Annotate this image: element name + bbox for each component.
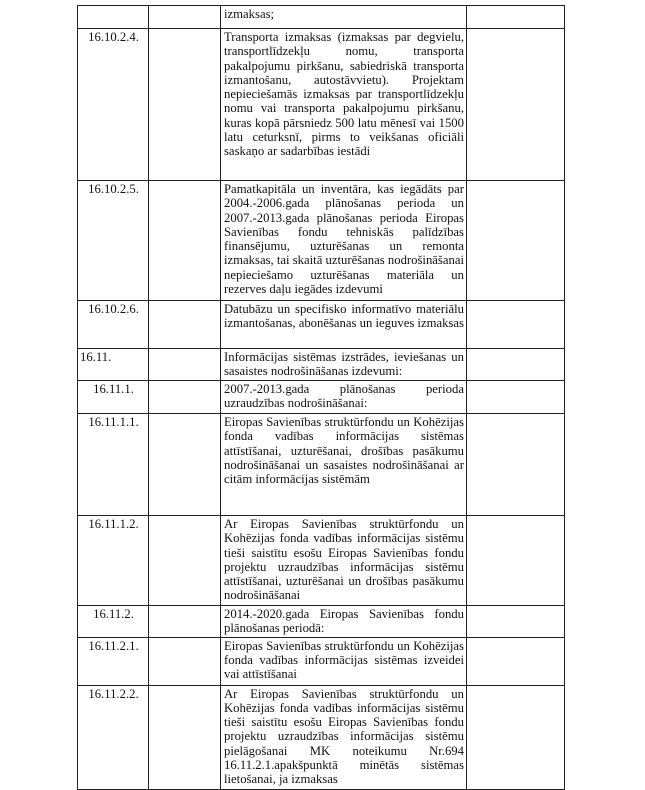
empty-cell bbox=[149, 381, 221, 414]
row-text: Informācijas sistēmas izstrādes, ieviešanas un sasaistes nodrošināšanas izdevumi: bbox=[221, 349, 467, 381]
table-row bbox=[78, 606, 565, 638]
empty-cell bbox=[467, 685, 565, 789]
row-number: 16.10.2.6. bbox=[78, 301, 149, 349]
empty-cell bbox=[467, 301, 565, 349]
row-number: 16.11.2. bbox=[78, 606, 149, 638]
empty-cell bbox=[149, 181, 221, 301]
row-text: Ar Eiropas Savienības struktūrfondu un Kohēzijas fonda vadības informācijas sistēmu tieši saistītu esošu Eiropas Savienības fondu projektu uzraudzības informācijas sistēmu pielāgošanai MK noteikumu Nr.694 16.11.2.1.apakšpunktā minētās sistēmas lietošanai, ja izmaksas bbox=[221, 685, 467, 789]
row-number: 16.11.2.1. bbox=[78, 637, 149, 685]
expenditure-table bbox=[77, 5, 565, 790]
table-row bbox=[78, 381, 565, 414]
empty-cell bbox=[467, 349, 565, 381]
empty-cell bbox=[149, 516, 221, 606]
row-text: Datubāzu un specifisko informatīvo materiālu izmantošanas, abonēšanas un ieguves izmaksas bbox=[221, 301, 467, 349]
table-row bbox=[78, 414, 565, 516]
table-row bbox=[78, 637, 565, 685]
row-text: Pamatkapitāla un inventāra, kas iegādāts par 2004.-2006.gada plānošanas perioda un 2007.-2013.gada plānošanas perioda Eiropas Savienības fondu tehniskās palīdzības finansējumu, uzturēšanas un remonta izmaksas, tai skaitā uzturēšanas nodrošināšanai nepieciešamo uzturēšanas materiāla un rezerves daļu iegādes izdevumi bbox=[221, 181, 467, 301]
row-number: 16.11. bbox=[78, 349, 149, 381]
table-row bbox=[78, 685, 565, 789]
empty-cell bbox=[467, 606, 565, 638]
empty-cell bbox=[149, 606, 221, 638]
row-number: 16.10.2.4. bbox=[78, 29, 149, 181]
empty-cell bbox=[149, 685, 221, 789]
table-row bbox=[78, 349, 565, 381]
row-number: 16.11.1.1. bbox=[78, 414, 149, 516]
row-number: 16.11.1.2. bbox=[78, 516, 149, 606]
empty-cell bbox=[467, 637, 565, 685]
empty-cell bbox=[467, 414, 565, 516]
row-number bbox=[78, 6, 149, 29]
table-row bbox=[78, 29, 565, 181]
empty-cell bbox=[467, 6, 565, 29]
table-row bbox=[78, 6, 565, 29]
empty-cell bbox=[467, 181, 565, 301]
row-text: Eiropas Savienības struktūrfondu un Kohēzijas fonda vadības informācijas sistēmas attīstīšanai, uzturēšanai, drošības pasākumu nodrošināšanai un sasaistes nodrošināšanai ar citām informācijas sistēmām bbox=[221, 414, 467, 516]
empty-cell bbox=[149, 349, 221, 381]
empty-cell bbox=[149, 6, 221, 29]
row-text: 2014.-2020.gada Eiropas Savienības fondu plānošanas periodā: bbox=[221, 606, 467, 638]
empty-cell bbox=[149, 414, 221, 516]
empty-cell bbox=[149, 29, 221, 181]
row-text: izmaksas; bbox=[221, 6, 467, 29]
empty-cell bbox=[467, 381, 565, 414]
document-page bbox=[77, 5, 564, 790]
table-row bbox=[78, 181, 565, 301]
row-number: 16.11.1. bbox=[78, 381, 149, 414]
empty-cell bbox=[149, 637, 221, 685]
empty-cell bbox=[467, 516, 565, 606]
row-number: 16.10.2.5. bbox=[78, 181, 149, 301]
row-text: Transporta izmaksas (izmaksas par degvielu, transportlīdzekļu nomu, transporta pakalpojumu pirkšanu, sabiedriskā transporta izmantošanu, autostāvvietu). Projektam nepieciešamās izmaksas par transportlīdzekļu nomu vai transporta pakalpojumu pirkšanu, kuras kopā pārsniedz 500 latu mēnesī vai 1500 latu ceturksnī, pirms to veikšanas oficiāli saskaņo ar sadarbības iestādi bbox=[221, 29, 467, 181]
row-number: 16.11.2.2. bbox=[78, 685, 149, 789]
empty-cell bbox=[467, 29, 565, 181]
table-row bbox=[78, 516, 565, 606]
empty-cell bbox=[149, 301, 221, 349]
table-row bbox=[78, 301, 565, 349]
row-text: 2007.-2013.gada plānošanas perioda uzraudzības nodrošināšanai: bbox=[221, 381, 467, 414]
row-text: Eiropas Savienības struktūrfondu un Kohēzijas fonda vadības informācijas sistēmas izveidei vai attīstīšanai bbox=[221, 637, 467, 685]
row-text: Ar Eiropas Savienības struktūrfondu un Kohēzijas fonda vadības informācijas sistēmu tieši saistītu esošu Eiropas Savienības fondu projektu uzraudzības informācijas sistēmu attīstīšanai, uzturēšanai un drošības pasākumu nodrošināšanai bbox=[221, 516, 467, 606]
